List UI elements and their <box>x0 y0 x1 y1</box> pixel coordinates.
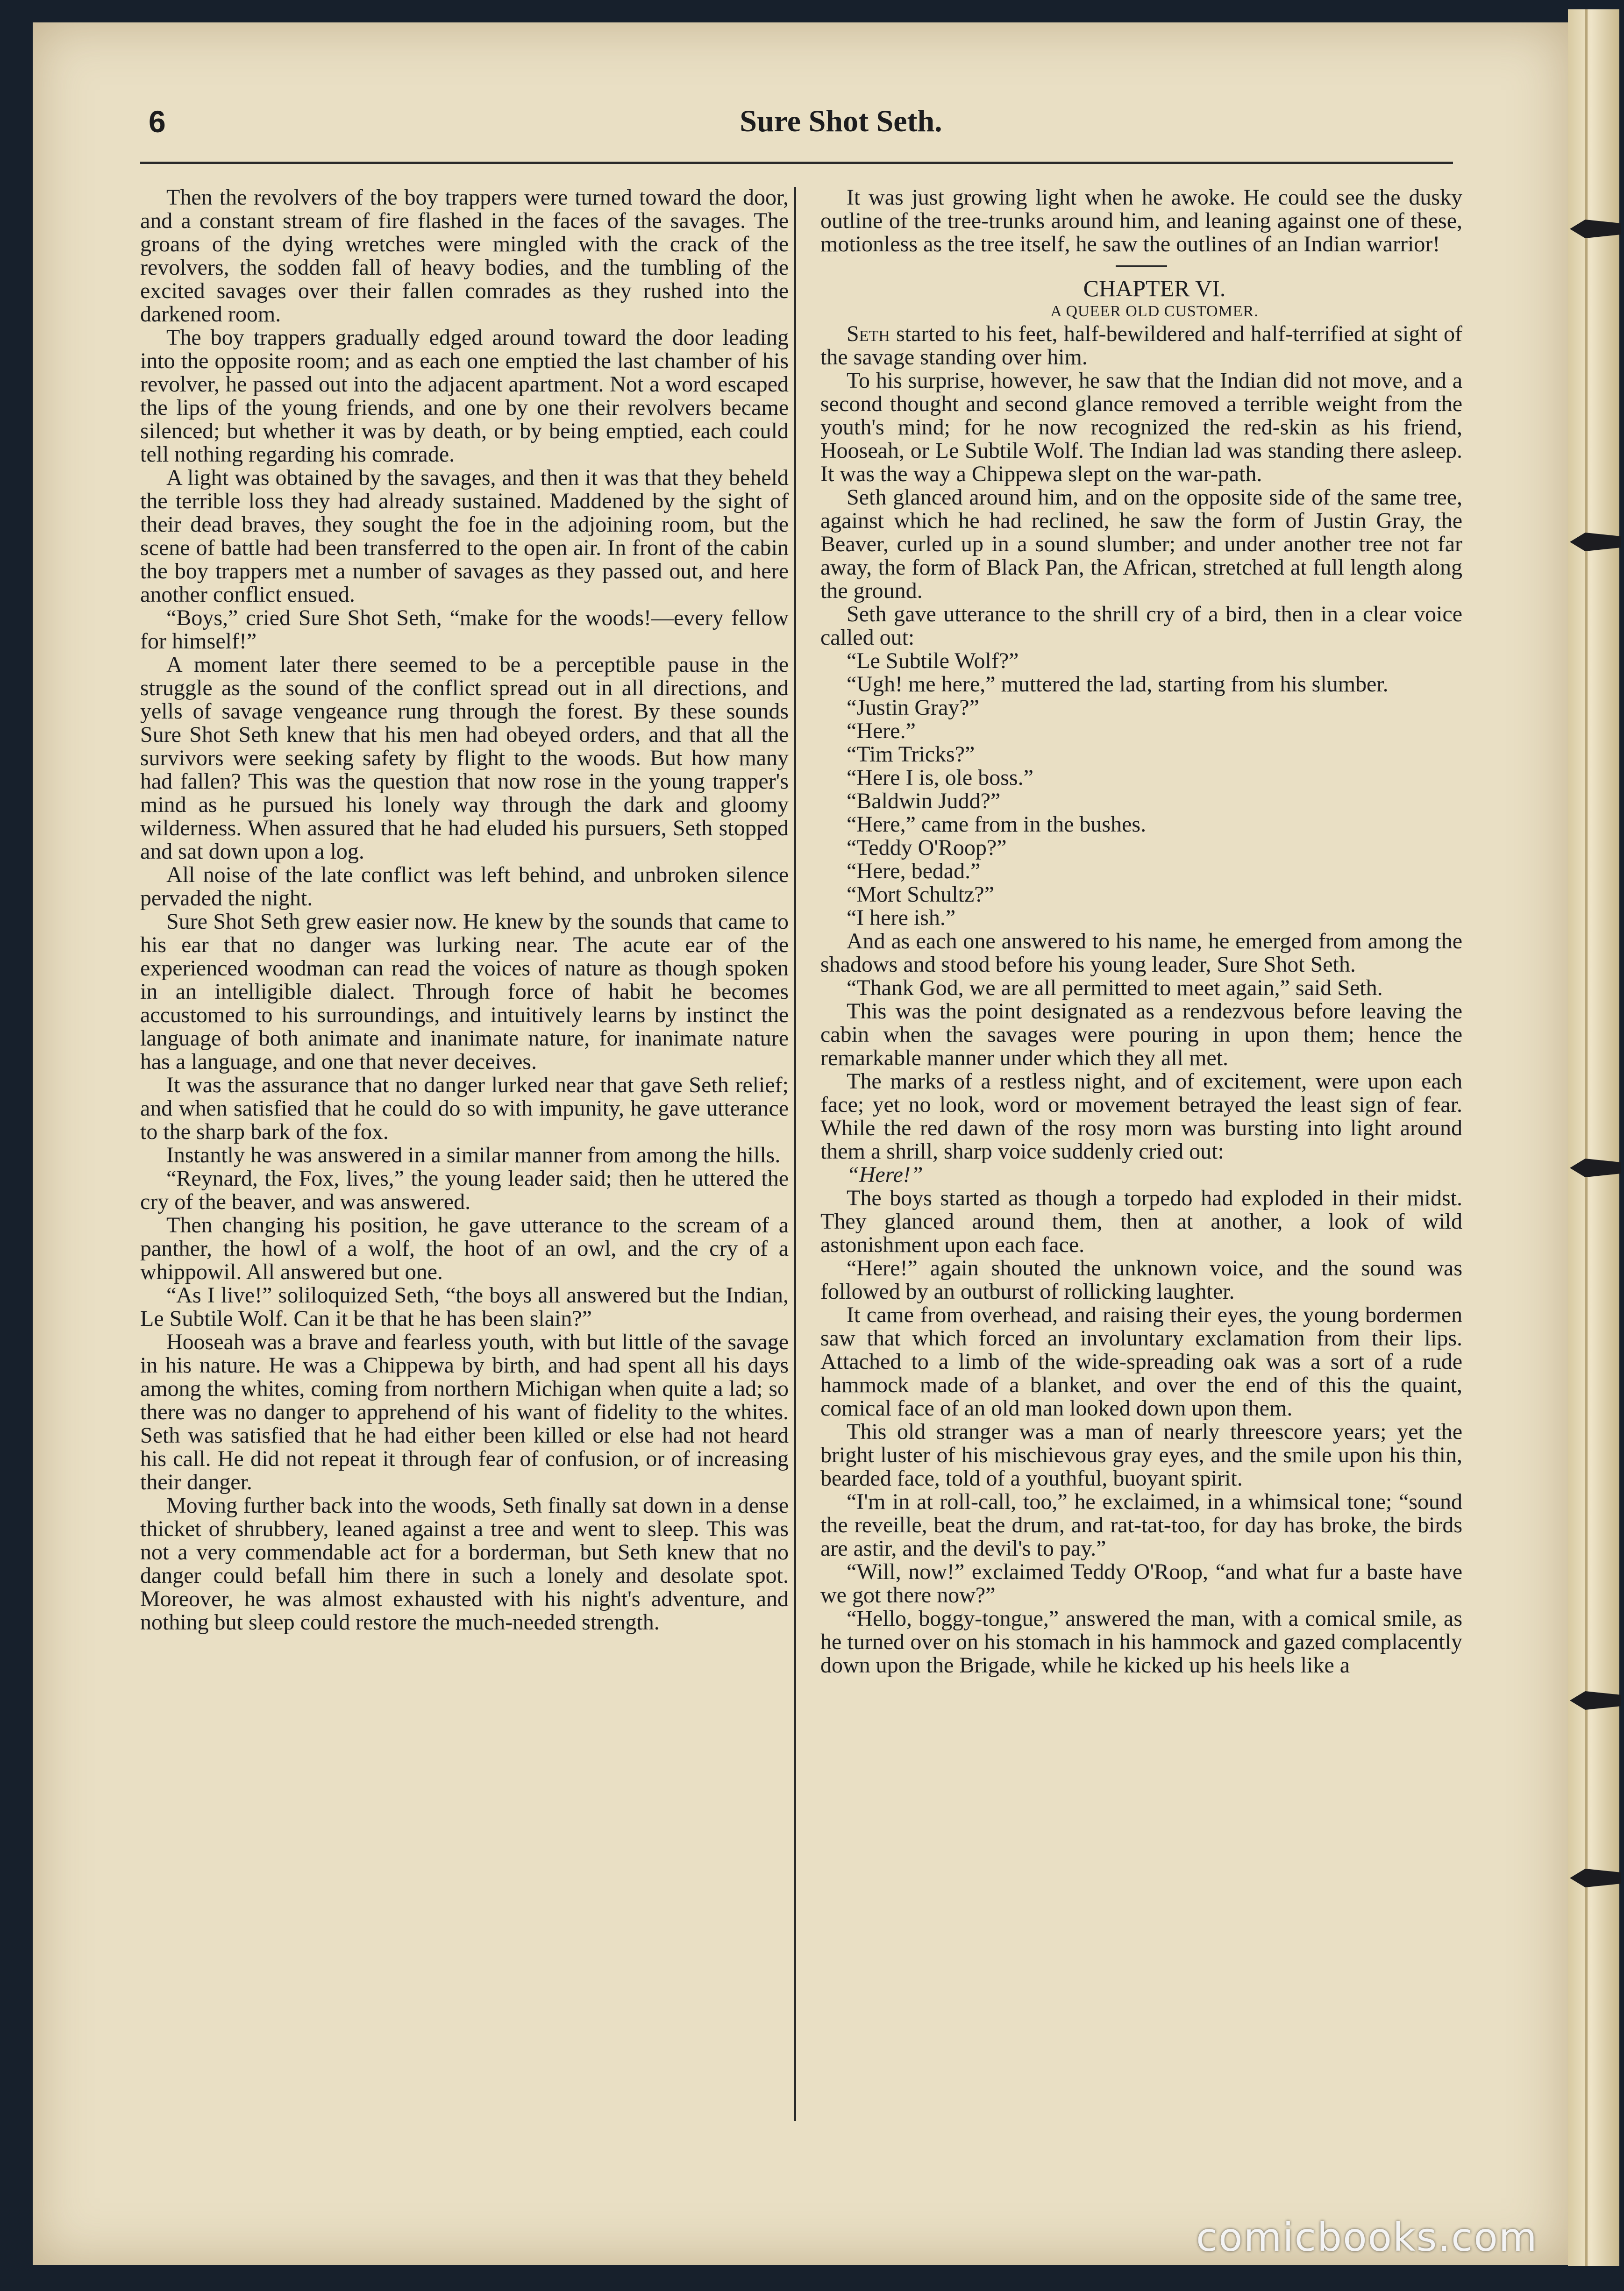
dialogue-line: “Here.” <box>847 719 916 743</box>
dialogue-line: “Mort Schultz?” <box>847 882 994 907</box>
paragraph: Instantly he was answered in a similar manner from among the hills. <box>166 1143 781 1167</box>
header-rule <box>140 162 1453 164</box>
dialogue-line: “Here I is, ole boss.” <box>847 765 1033 790</box>
dialogue-line: “I here ish.” <box>847 905 956 930</box>
dialogue-line: “Tim Tricks?” <box>847 742 975 767</box>
watermark: comicbooks.com <box>1196 2214 1538 2260</box>
paragraph: “Reynard, the Fox, lives,” the young leader said; then he uttered the cry of the beaver, and was answered. <box>140 1166 789 1214</box>
paragraph: It came from overhead, and raising their eyes, the young bordermen saw that which forced an involuntary exclamation from their lips. Attached to a limb of the wide-spreading oak was a sort of a rude hammock made of a blanket, and over the end of this the quaint, comical face of an old man looked down upon them. <box>820 1302 1462 1421</box>
paragraph: The boy trappers gradually edged around toward the door leading into the opposite room; and as each one emptied the last chamber of his revolver, he passed out into the adjacent apartment. Not a word escaped the lips of the young friends, and one by one their revolvers became silenced; but whether it was by death, or by being emptied, each could tell nothing regarding his comrade. <box>140 325 789 467</box>
running-title: Sure Shot Seth. <box>740 104 942 138</box>
paragraph: The marks of a restless night, and of excitement, were upon each face; yet no look, word or movement betrayed the least sign of fear. While the red dawn of the rosy morn was bursting into light around them a shrill, sharp voice suddenly cried out: <box>820 1069 1462 1164</box>
chapter-subtitle: A QUEER OLD CUSTOMER. <box>1050 303 1259 320</box>
dialogue-line: “Justin Gray?” <box>847 695 979 720</box>
dialogue-line: “Le Subtile Wolf?” <box>847 648 1019 673</box>
paragraph: And as each one answered to his name, he emerged from among the shadows and stood before his young leader, Sure Shot Seth. <box>820 929 1462 977</box>
paragraph: All noise of the late conflict was left behind, and unbroken silence pervaded the night. <box>140 862 789 911</box>
paragraph: Hooseah was a brave and fearless youth, with but little of the savage in his nature. He was a Chippewa by birth, and had spent all his days among the whites, coming from northern Michigan when quite a lad; so there was no danger to apprehend of his want of fidelity to the whites. Seth was satisfied that he had either been killed or else had not heard his call. He did not repeat it through fear of confusion, or of increasing their danger. <box>140 1330 789 1494</box>
paragraph <box>820 322 1462 369</box>
paragraph: This was the point designated as a rendezvous before leaving the cabin when the savages were pouring in upon them; hence the remarkable manner under which they all met. <box>820 999 1462 1070</box>
paragraph: “Hello, boggy-tongue,” answered the man, with a comical smile, as he turned over on his stomach in his hammock and gazed complacently down upon the Brigade, while he kicked up his heels like a <box>820 1606 1462 1678</box>
spine-fold-line <box>1585 9 1588 2266</box>
dialogue-line: “Here,” came from in the bushes. <box>847 812 1147 837</box>
paragraph: A light was obtained by the savages, and then it was that they beheld the terrible loss they had already sustained. Maddened by the sight of their dead braves, they sought the foe in the adjoining room, but the scene of battle had been transferred to the open air. In front of the cabin the boy trappers met a number of savages as they passed out, and here another conflict ensued. <box>140 465 789 607</box>
paragraph: Then changing his position, he gave utterance to the scream of a panther, the howl of a wolf, the hoot of an owl, and the cry of a whippowil. All answered but one. <box>140 1213 789 1284</box>
paragraph: “Thank God, we are all permitted to meet again,” said Seth. <box>847 975 1383 1000</box>
dialogue-line: “Ugh! me here,” muttered the lad, starting from his slumber. <box>847 672 1389 697</box>
paragraph: “Here!” again shouted the unknown voice, and the sound was followed by an outburst of rollicking laughter. <box>820 1256 1462 1304</box>
paragraph: Then the revolvers of the boy trappers were turned toward the door, and a constant stream of fire flashed in the faces of the savages. The groans of the dying wretches were mingled with the crack of the revolvers, the sodden fall of heavy bodies, and the tumbling of the excited savages over their fallen comrades as they rushed into the darkened room. <box>140 185 789 327</box>
paragraph: Seth gave utterance to the shrill cry of a bird, then in a clear voice called out: <box>820 602 1462 650</box>
paragraph: This old stranger was a man of nearly threescore years; yet the bright luster of his mischievous gray eyes, and the smile upon his thin, bearded face, told of a youthful, buoyant spirit. <box>820 1419 1462 1491</box>
dialogue-line: “Teddy O'Roop?” <box>847 835 1007 860</box>
paragraph: It was the assurance that no danger lurked near that gave Seth relief; and when satisfied that he could do so with impunity, he gave utterance to the sharp bark of the fox. <box>140 1073 789 1144</box>
paragraph: “Will, now!” exclaimed Teddy O'Roop, “and what fur a baste have we got there now?” <box>820 1559 1462 1608</box>
dialogue-line: “Here!” <box>847 1162 923 1187</box>
right-column <box>820 186 1462 1677</box>
dialogue-line: “Baldwin Judd?” <box>847 789 1001 813</box>
chapter-title: CHAPTER VI. <box>1083 275 1226 301</box>
lead-word: Seth <box>847 321 890 346</box>
page-spine <box>1568 9 1619 2266</box>
paragraph: Moving further back into the woods, Seth finally sat down in a dense thicket of shrubbery, leaned against a tree and went to sleep. This was not a very commendable act for a borderman, but Seth knew that no danger could befall him there in such a lonely and desolate spot. Moreover, he was almost exhausted with his night's adventure, and nothing but sleep could restore the much-needed strength. <box>140 1493 789 1635</box>
column-divider <box>794 187 796 2121</box>
paragraph: “As I live!” soliloquized Seth, “the boys all answered but the Indian, Le Subtile Wolf. Can it be that he has been slain?” <box>140 1283 789 1331</box>
paragraph: The boys started as though a torpedo had exploded in their midst. They glanced around them, then at another, a look of wild astonishment upon each face. <box>820 1186 1462 1257</box>
paragraph: “Boys,” cried Sure Shot Seth, “make for the woods!—every fellow for himself!” <box>140 605 789 654</box>
page-number: 6 <box>149 104 166 139</box>
left-column <box>140 186 789 1634</box>
paragraph: It was just growing light when he awoke. He could see the dusky outline of the tree-trunks around him, and leaning against one of these, motionless as the tree itself, he saw the outlines of an Indian warrior! <box>820 185 1462 256</box>
paragraph-text: started to his feet, half-bewildered and half-terrified at sight of the savage standing over him. <box>820 321 1462 370</box>
paragraph: Sure Shot Seth grew easier now. He knew by the sounds that came to his ear that no danger was lurking near. The acute ear of the experienced woodman can read the voices of nature as though spoken in an intelligible dialect. Through force of habit he becomes accustomed to his surroundings, and intuitively learns by instinct the language of both animate and inanimate nature, for inanimate nature has a language, and one that never deceives. <box>140 909 789 1074</box>
paragraph: Seth glanced around him, and on the opposite side of the same tree, against which he had reclined, he saw the form of Justin Gray, the Beaver, curled up in a sound slumber; and under another tree not far away, the form of Black Pan, the African, stretched at full length along the ground. <box>820 485 1462 603</box>
paragraph: To his surprise, however, he saw that the Indian did not move, and a second thought and second glance removed a terrible weight from the youth's mind; for he now recognized the red-skin as his friend, Hooseah, or Le Subtile Wolf. The Indian lad was standing there asleep. It was the way a Chippewa slept on the war-path. <box>820 368 1462 486</box>
dialogue-line: “Here, bedad.” <box>847 859 981 883</box>
section-rule <box>1116 265 1167 267</box>
paragraph: A moment later there seemed to be a perceptible pause in the struggle as the sound of the conflict spread out in all directions, and yells of savage vengeance rung through the forest. By these sounds Sure Shot Seth knew that his men had obeyed orders, and that all the survivors were seeking safety by flight to the woods. But how many had fallen? This was the question that now rose in the young trapper's mind as he pursued his lonely way through the dark and gloomy wilderness. When assured that he had eluded his pursuers, Seth stopped and sat down upon a log. <box>140 652 789 864</box>
paragraph: “I'm in at roll-call, too,” he exclaimed, in a whimsical tone; “sound the reveille, beat the drum, and rat-tat-too, for day has broke, the birds are astir, and the devil's to pay.” <box>820 1489 1462 1561</box>
